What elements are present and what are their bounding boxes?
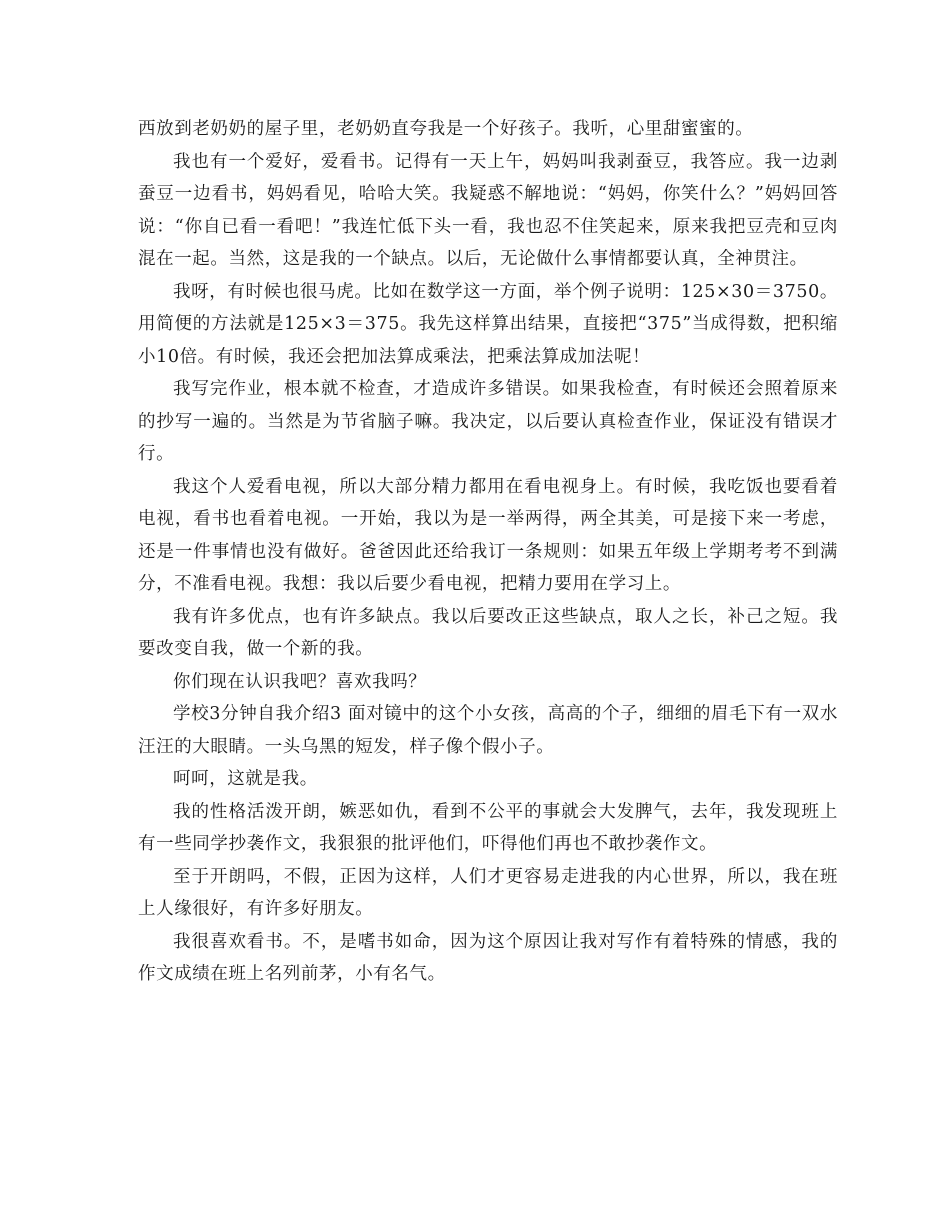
paragraph-9: 呵呵，这就是我。 xyxy=(173,769,318,789)
paragraph-1: 西放到老奶奶的屋子里，老奶奶直夸我是一个好孩子。我听，心里甜蜜蜜的。 xyxy=(138,119,754,139)
paragraph-8: 学校3分钟自我介绍3 面对镜中的这个小女孩，高高的个子，细细的眉毛下有一双水汪汪的大眼睛。一头乌黑的短发，样子像个假小子。 xyxy=(138,704,838,757)
paragraph-7: 你们现在认识我吧？喜欢我吗？ xyxy=(173,671,427,692)
document-body xyxy=(138,113,838,991)
paragraph-4: 我写完作业，根本就不检查，才造成许多错误。如果我检查，有时候还会照着原来的抄写一遍的。当然是为节省脑子嘛。我决定，以后要认真检查作业，保证没有错误才行。 xyxy=(138,379,838,464)
paragraph-3: 我呀，有时候也很马虎。比如在数学这一方面，举个例子说明：125×30＝3750。用简便的方法就是125×3＝375。我先这样算出结果，直接把“375”当成得数，把积缩小10倍。有时候，我还会把加法算成乘法，把乘法算成加法呢！ xyxy=(138,281,838,367)
paragraph-12: 我很喜欢看书。不，是嗜书如命，因为这个原因让我对写作有着特殊的情感，我的作文成绩在班上名列前茅，小有名气。 xyxy=(138,931,838,984)
paragraph-6: 我有许多优点，也有许多缺点。我以后要改正这些缺点，取人之长，补己之短。我要改变自我，做一个新的我。 xyxy=(138,606,838,659)
paragraph-2: 我也有一个爱好，爱看书。记得有一天上午，妈妈叫我剥蚕豆，我答应。我一边剥蚕豆一边看书，妈妈看见，哈哈大笑。我疑惑不解地说：“妈妈，你笑什么？”妈妈回答说：“你自已看一看吧！”我连忙低下头一看，我也忍不住笑起来，原来我把豆壳和豆肉混在一起。当然，这是我的一个缺点。以后，无论做什么事情都要认真，全神贯注。 xyxy=(138,151,838,269)
paragraph-11: 至于开朗吗，不假，正因为这样，人们才更容易走进我的内心世界，所以，我在班上人缘很好，有许多好朋友。 xyxy=(138,866,838,919)
paragraph-5: 我这个人爱看电视，所以大部分精力都用在看电视身上。有时候，我吃饭也要看着电视，看书也看着电视。一开始，我以为是一举两得，两全其美，可是接下来一考虑，还是一件事情也没有做好。爸爸因此还给我订一条规则：如果五年级上学期考考不到满分，不准看电视。我想：我以后要少看电视，把精力要用在学习上。 xyxy=(138,476,838,594)
paragraph-10: 我的性格活泼开朗，嫉恶如仇，看到不公平的事就会大发脾气，去年，我发现班上有一些同学抄袭作文，我狠狠的批评他们，吓得他们再也不敢抄袭作文。 xyxy=(138,801,838,854)
